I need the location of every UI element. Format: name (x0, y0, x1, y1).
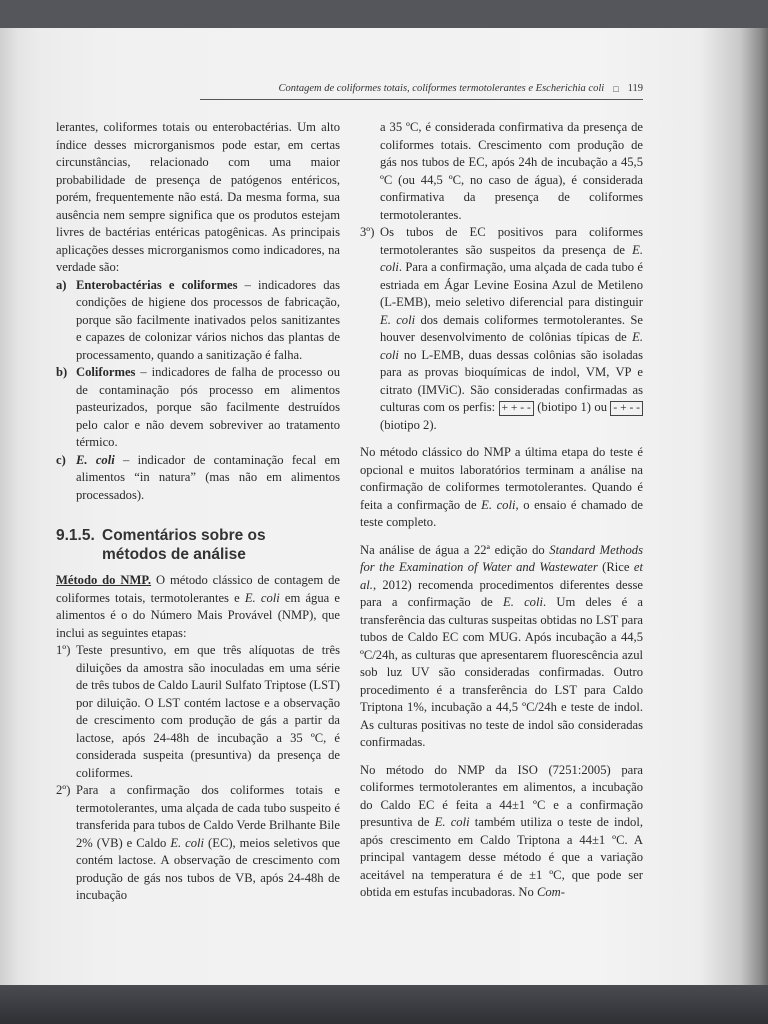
list-item (56, 452, 340, 505)
step-number: 2º) (56, 783, 71, 797)
scan-border-bottom (0, 985, 768, 1024)
item-text: – indicador de contaminação fecal em alimentos “in natura” (mas não em alimentos processados). (76, 452, 340, 502)
page-number: 119 (627, 83, 643, 94)
running-title: Contagem de coliformes totais, coliformes termotolerantes e Escherichia coli (278, 83, 605, 94)
item-text: – indicadores de falha de processo ou de contaminação pós processo em alimentos pasteurizados, porque são facilmente destruídos pelo calor e não devem sobreviver ao tratamento térmico. (76, 365, 340, 449)
header-rule (200, 99, 643, 100)
scan-border-top (0, 0, 768, 30)
item-label: a) (56, 277, 67, 292)
profile-box-biotype1: + + - - (499, 401, 534, 416)
step-number: 1º) (56, 643, 71, 657)
running-header (200, 83, 643, 94)
right-column (360, 119, 643, 902)
step-text: Teste presuntivo, em que três alíquotas de três diluições da amostra são inoculadas em uma série de três tubos de Caldo Lauril Sulfato Triptose (LST) por diluição. O LST contém lactose e a observação de crescimento com produção de gás a partir da lactose, após 24-48h de incubação a 35 ºC, é considerada suspeita (presuntiva) da presença de coliformes. (76, 643, 340, 780)
step-item (360, 224, 643, 434)
left-column (56, 119, 340, 905)
method-label: Método do NMP. (56, 573, 152, 587)
profile-box-biotype2: - + - - (610, 401, 643, 416)
step-text: Os tubos de EC positivos para coliformes termotolerantes são suspeitos da presença de E. coli. Para a confirmação, uma alçada de cada tubo é estriada em Ágar Levine Eosina Azul de Metileno (L-EMB), meio seletivo diferencial para distinguir E. coli dos demais coliformes termotolerantes. Se houver desenvolvimento de colônias típicas de E. coli no L-EMB, duas dessas colônias são isoladas para as provas bioquímicas de indol, VM, VP e citrato (IMViC). São consideradas confirmadas as culturas com os perfis: + + - - (biotipo 1) ou - + - - (biotipo 2). (380, 225, 643, 432)
section-number: 9.1.5. (56, 527, 95, 544)
list-item (56, 277, 340, 365)
section-title-line1: Comentários sobre os (102, 527, 266, 544)
item-term: Coliformes (76, 365, 136, 379)
section-title-line2: métodos de análise (102, 546, 246, 563)
intro-paragraph: lerantes, coliformes totais ou enterobactérias. Um alto índice desses microrganismos pode estar, em certas circunstâncias, relacionado com uma maior probabilidade de presença de patógenos entéricos, porém, frequentemente não está. Da mesma forma, sua ausência nem sempre significa que os produtos estejam livres de bactérias entéricas patogênicas. As principais aplicações desses microrganismos como indicadores, na verdade são: (56, 120, 340, 274)
item-text: – indicadores das condições de higiene dos processos de fabricação, porque são facilmente inativados pelos sanitizantes e capazes de colonizar vários nichos das plantas de processamento, quando a sanitização é falha. (76, 277, 340, 362)
item-label: c) (56, 452, 66, 467)
item-term: E. coli (76, 452, 115, 467)
section-heading (56, 526, 340, 564)
step2-continuation: a 35 ºC, é considerada confirmativa da presença de coliformes totais. Crescimento com produção de gás nos tubos de EC, após 24h de incubação a 45,5 ºC (ou 44,5 ºC, no caso de água), é considerada confirmativa da presença de coliformes termotolerantes. (380, 120, 643, 222)
item-term: Enterobactérias e coliformes (76, 277, 238, 292)
step-item (56, 782, 340, 905)
method-paragraph: Método do NMP. O método clássico de contagem de coliformes totais, termotolerantes e E. coli em água e alimentos é o do Número Mais Provável (NMP), que inclui as seguintes etapas: (56, 573, 340, 640)
step-number: 3º) (360, 225, 375, 239)
item-label: b) (56, 365, 68, 379)
paragraph: No método clássico do NMP a última etapa do teste é opcional e muitos laboratórios terminam a análise na confirmação de coliformes termotolerantes. Quando é feita a confirmação de E. coli, o ensaio é chamado de teste completo. (360, 445, 644, 529)
header-marker: □ (613, 83, 619, 94)
step-text: Para a confirmação dos coliformes totais e termotolerantes, uma alçada de cada tubo suspeito é transferida para tubos de Caldo Verde Brilhante Bile 2% (VB) e Caldo E. coli (EC), meios seletivos que contém lactose. A observação de crescimento com produção de gás nos tubos de VB, após 24-48h de incubação (76, 783, 341, 902)
paragraph: No método do NMP da ISO (7251:2005) para coliformes termotolerantes em alimentos, a incubação do Caldo EC é feita a 44±1 ºC e a confirmação presuntiva de E. coli também utiliza o teste de indol, após crescimento em Caldo Triptona a 44±1 ºC. A principal vantagem desse método é que a variação aceitável na temperatura é de ±1 ºC, que pode ser obtida em estufas incubadoras. No Com- (360, 762, 643, 899)
list-item (56, 364, 340, 452)
step-item (56, 642, 340, 782)
paragraph: Na análise de água a 22ª edição do Standard Methods for the Examination of Water and Wastewater (Rice et al., 2012) recomenda procedimentos diferentes desse para a confirmação de E. coli. Um deles é a transferência das culturas suspeitas obtidas no LST para tubos de Caldo EC com MUG. Após incubação a 44,5 ºC/24h, as culturas que apresentarem fluorescência azul sob luz UV são consideradas confirmadas. Outro procedimento é a transferência do LST para Caldo Triptona 1%, incubação a 44,5 ºC/24h e teste de indol. As culturas positivas no teste de indol são consideradas confirmadas. (360, 542, 643, 749)
